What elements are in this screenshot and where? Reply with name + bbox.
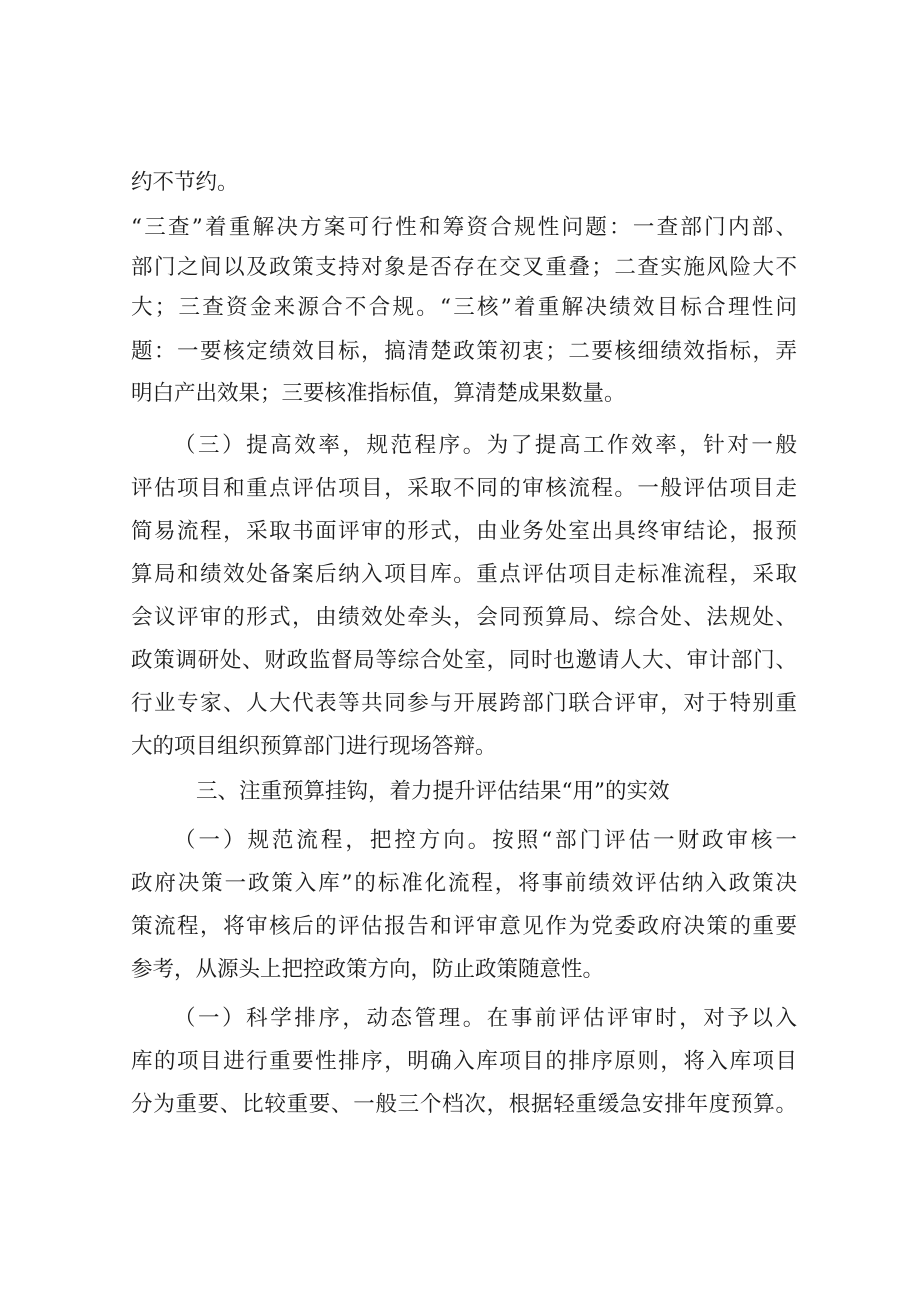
paragraph-line: 参考，从源头上把控政策方向，防止政策随意性。 [131, 957, 605, 982]
paragraph-line: 策流程，将审核后的评估报告和评审意见作为党委政府决策的重要 [131, 914, 797, 939]
paragraph-line: 政策调研处、财政监督局等综合处室，同时也邀请人大、审计部门、 [131, 648, 797, 673]
section-heading: 三、注重预算挂钩，着力提升评估结果“用”的实效 [196, 779, 670, 804]
paragraph-line: 算局和绩效处备案后纳入项目库。重点评估项目走标准流程，采取 [131, 562, 797, 587]
paragraph-line: “三查”着重解决方案可行性和筹资合规性问题：一查部门内部、 [131, 215, 797, 240]
paragraph-line: 简易流程，采取书面评审的形式，由业务处室出具终审结论，报预 [131, 519, 797, 544]
paragraph-line: 大的项目组织预算部门进行现场答辩。 [131, 734, 497, 759]
paragraph-line: 政府决策一政策入库”的标准化流程，将事前绩效评估纳入政策决 [131, 871, 797, 896]
paragraph-line: 评估项目和重点评估项目，采取不同的审核流程。一般评估项目走 [131, 476, 797, 501]
paragraph-line: 部门之间以及政策支持对象是否存在交叉重叠；二查实施风险大不 [131, 255, 797, 280]
paragraph-line: 行业专家、人大代表等共同参与开展跨部门联合评审，对于特别重 [131, 691, 797, 716]
paragraph-line: （三）提高效率，规范程序。为了提高工作效率，针对一般 [174, 433, 797, 458]
paragraph-line: 题：一要核定绩效目标，搞清楚政策初衷；二要核细绩效指标，弄 [131, 339, 797, 364]
paragraph-line: 会议评审的形式，由绩效处牵头，会同预算局、综合处、法规处、 [131, 605, 797, 630]
paragraph-line: 约不节约。 [131, 170, 239, 195]
paragraph-line: 明白产出效果；三要核准指标值，算清楚成果数量。 [131, 381, 626, 406]
paragraph-line: 大；三查资金来源合不合规。“三核”着重解决绩效目标合理性问 [131, 295, 797, 320]
paragraph-line: （一）规范流程，把控方向。按照“部门评估一财政审核一 [174, 828, 797, 853]
paragraph-line: 库的项目进行重要性排序，明确入库项目的排序原则，将入库项目 [131, 1049, 797, 1074]
paragraph-line: （一）科学排序，动态管理。在事前评估评审时，对予以入 [174, 1006, 797, 1031]
paragraph-line: 分为重要、比较重要、一般三个档次，根据轻重缓急安排年度预算。 [131, 1092, 797, 1117]
